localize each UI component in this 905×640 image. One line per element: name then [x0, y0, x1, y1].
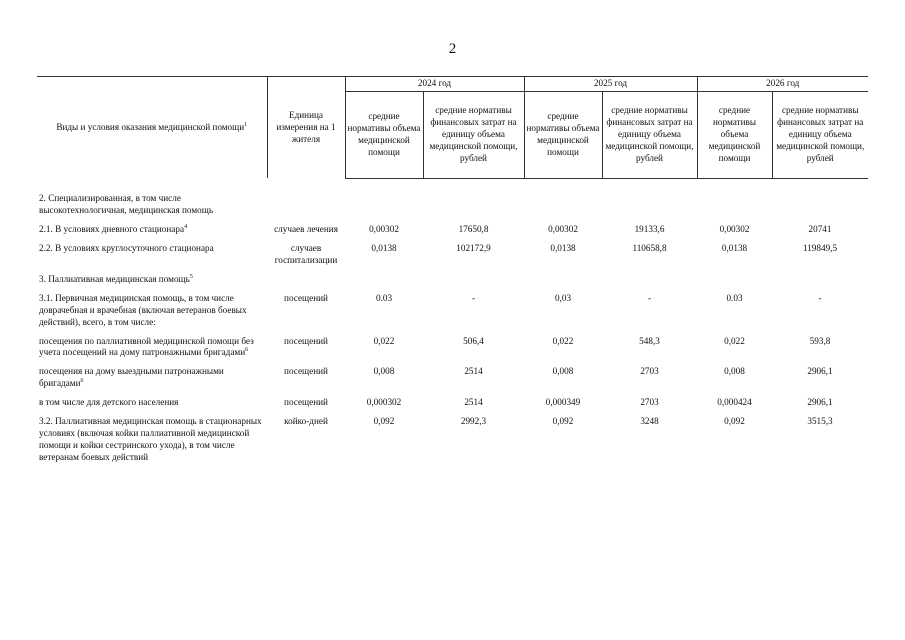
volume-cell: 0.03 [375, 292, 393, 303]
row-label: 3.1. Первичная медицинская помощь, в том числе доврачебная и врачебная (включая ветеранов боевых действий), всего, в том числе: [39, 292, 247, 327]
row-label: посещения по паллиативной медицинской помощи без учета посещений на дому патронажными бригадами$^6$ [39, 335, 254, 358]
volume-cell: 0,092 [552, 416, 574, 427]
volume-cell: 0,000349 [545, 397, 581, 408]
cost-cell: 506,4 [463, 335, 484, 346]
cost-cell: 102172,9 [456, 242, 491, 253]
norms-table [37, 76, 868, 471]
cost-cell: 19133,6 [634, 223, 665, 234]
row-label: посещения на дому выездными патронажными бригадами$^6$ [39, 366, 224, 389]
row-unit: посещений [284, 397, 328, 408]
page-number: 2 [448, 41, 457, 57]
cost-cell: 2906,1 [807, 397, 833, 408]
table-row [37, 416, 868, 471]
volume-cell: 0,092 [373, 416, 395, 427]
cost-cell: 2992,3 [460, 416, 487, 427]
volume-cell: 0,0138 [550, 242, 576, 253]
volume-cell: 0,022 [724, 335, 745, 346]
row-label: 2.1. В условиях дневного стационара$^4$ [39, 223, 188, 234]
row-unit: случаев лечения [274, 223, 338, 234]
cost-cell [602, 193, 697, 224]
cost-cell: 110658,8 [632, 242, 667, 253]
cost-cell [423, 274, 524, 293]
row-unit: посещений [284, 335, 328, 346]
cost-cell: 3248 [640, 416, 659, 427]
cost-cell: 2514 [464, 397, 483, 408]
row-unit: койко-дней [284, 416, 328, 427]
cost-cell [772, 193, 868, 224]
cost-cell: 119849,5 [802, 242, 838, 253]
volume-cell: 0,00302 [719, 223, 750, 234]
row-unit: случаев госпитализации [274, 242, 338, 265]
table-row [37, 293, 868, 336]
row-label: 2. Специализированная, в том числе высокотехнологичная, медицинская помощь [39, 192, 214, 215]
table-row [37, 243, 868, 274]
row-label: 3. Паллиативная медицинская помощь$^5$ [39, 273, 193, 284]
cost-cell: 548,3 [639, 335, 660, 346]
row-label: в том числе для детского населения [39, 397, 179, 408]
table-row [37, 336, 868, 367]
volume-cell [697, 274, 772, 293]
row-unit [267, 193, 345, 224]
table-row [37, 224, 868, 243]
table-row [37, 366, 868, 397]
year-header: 2025 год [524, 77, 697, 92]
volume-cell: 0,00302 [369, 223, 399, 234]
table-row [37, 274, 868, 293]
col-unit-header: Единица измерения на 1 жителя [267, 77, 345, 179]
volume-cell [524, 274, 602, 293]
volume-cell: 0,00302 [548, 223, 578, 234]
cost-cell: - [818, 292, 822, 303]
cost-cell: 593,8 [809, 335, 831, 346]
sub-header-volume: средние нормативы объема медицинской помощи [345, 91, 423, 178]
volume-cell [697, 193, 772, 224]
cost-cell: - [471, 292, 476, 303]
cost-cell: 3515,3 [807, 416, 833, 427]
volume-cell: 0,008 [724, 366, 745, 377]
volume-cell: 0,022 [552, 335, 574, 346]
col-kind-header: Виды и условия оказания медицинской помощи$^1$ [37, 77, 267, 179]
volume-cell: 0,000302 [366, 397, 402, 408]
volume-cell: 0,0138 [721, 242, 748, 253]
table-row [37, 397, 868, 416]
cost-cell: 2906,1 [807, 366, 833, 377]
volume-cell [345, 274, 423, 293]
cost-cell [602, 274, 697, 293]
volume-cell: 0,008 [552, 366, 574, 377]
sub-header-volume: средние нормативы объема медицинской помощи [697, 91, 772, 178]
volume-cell: 0,0138 [371, 242, 397, 253]
year-header: 2026 год [697, 77, 868, 92]
row-label: 3.2. Паллиативная медицинская помощь в стационарных условиях (включая койки паллиативной медицинской помощи и койки сестринского ухода), в том числе ветеранам боевых действий [39, 416, 262, 463]
volume-cell: 0,092 [724, 416, 745, 427]
sub-header-cost: средние нормативы финансовых затрат на единицу объема медицинской помощи, рублей [772, 91, 868, 178]
volume-cell: 0.03 [726, 292, 743, 303]
cost-cell: 2703 [640, 397, 659, 408]
volume-cell [524, 193, 602, 224]
table-row [37, 193, 868, 224]
volume-cell: 0,022 [373, 335, 395, 346]
cost-cell: 20741 [808, 223, 832, 234]
cost-cell: 2703 [640, 366, 659, 377]
row-unit [267, 274, 345, 293]
cost-cell [772, 274, 868, 293]
cost-cell: - [647, 292, 652, 303]
cost-cell: 2514 [464, 366, 483, 377]
sub-header-volume: средние нормативы объема медицинской помощи [524, 91, 602, 178]
volume-cell [345, 193, 423, 224]
sub-header-cost: средние нормативы финансовых затрат на единицу объема медицинской помощи, рублей [602, 91, 697, 178]
sub-header-cost: средние нормативы финансовых затрат на единицу объема медицинской помощи, рублей [423, 91, 524, 178]
volume-cell: 0,03 [554, 292, 572, 303]
volume-cell: 0,008 [373, 366, 395, 377]
row-unit: посещений [284, 292, 328, 303]
cost-cell: 17650,8 [458, 223, 489, 234]
row-label: 2.2. В условиях круглосуточного стационара [39, 242, 214, 253]
volume-cell: 0,000424 [717, 397, 752, 408]
cost-cell [423, 193, 524, 224]
year-header: 2024 год [345, 77, 524, 92]
row-unit: посещений [284, 366, 328, 377]
